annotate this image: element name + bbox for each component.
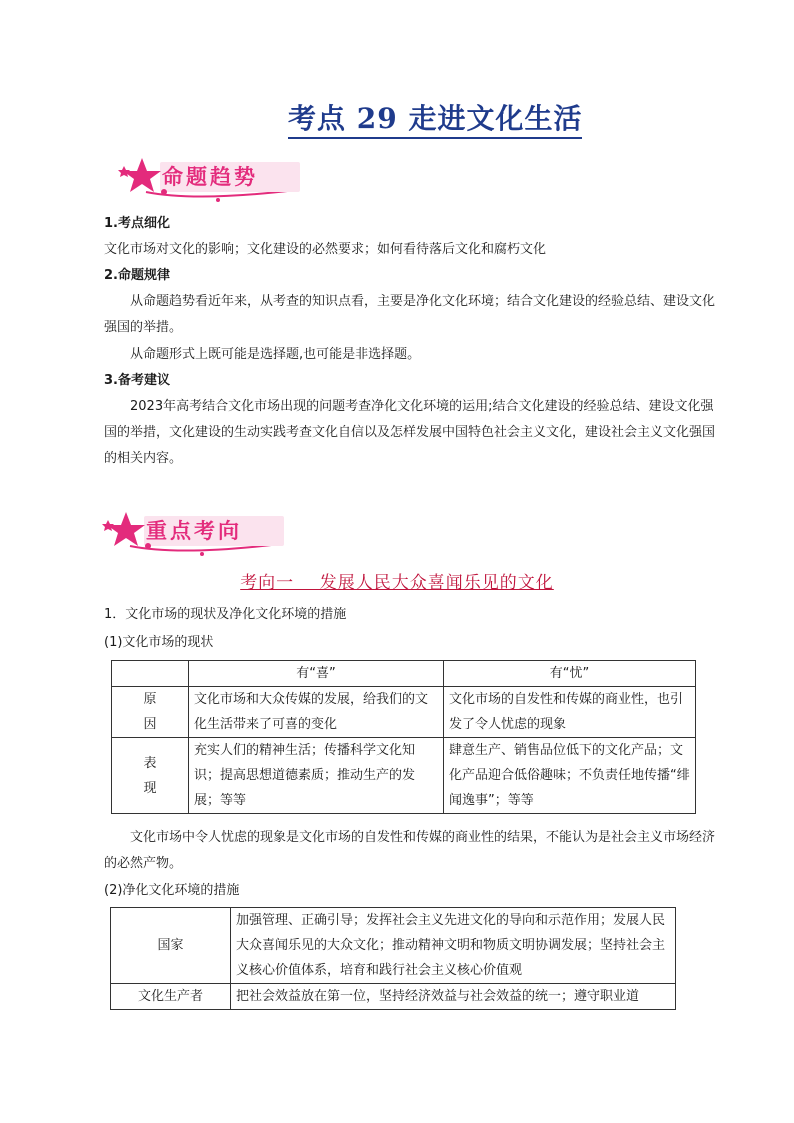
row-label-manifest: 表 现 bbox=[112, 738, 189, 814]
market-status-table bbox=[111, 660, 696, 814]
paragraph-2b: 从命题形式上既可能是选择题,也可能是非选择题。 bbox=[130, 347, 421, 362]
table-cell: 肆意生产、销售品位低下的文化产品；文化产品迎合低俗趣味；不负责任地传播“绯闻逸事”；等等 bbox=[444, 738, 696, 814]
sub-heading-1: (1)文化市场的现状 bbox=[104, 635, 214, 650]
heading-3: 3.备考建议 bbox=[104, 373, 170, 388]
table-cell: 把社会效益放在第一位，坚持经济效益与社会效益的统一；遵守职业道 bbox=[231, 984, 676, 1010]
section-banner-key bbox=[100, 510, 300, 556]
table-header-xi: 有“喜” bbox=[189, 661, 444, 687]
note-paragraph: 文化市场中令人忧虑的现象是文化市场的自发性和传媒的商业性的结果，不能认为是社会主义市场经济的必然产物。 bbox=[104, 830, 716, 871]
row-label-reason: 原 因 bbox=[112, 687, 189, 738]
paragraph-1: 文化市场对文化的影响；文化建设的必然要求；如何看待落后文化和腐朽文化 bbox=[104, 242, 547, 257]
heading-2: 2.命题规律 bbox=[104, 268, 170, 283]
topic-subtitle: 考向一 发展人民大众喜闻乐见的文化 bbox=[240, 573, 554, 593]
table-cell: 文化市场和大众传媒的发展，给我们的文化生活带来了可喜的变化 bbox=[189, 687, 444, 738]
table-cell bbox=[112, 661, 189, 687]
table-row bbox=[111, 908, 676, 984]
table-cell: 充实人们的精神生活；传播科学文化知识；提高思想道德素质；推动生产的发展；等等 bbox=[189, 738, 444, 814]
heading-1: 1.考点细化 bbox=[104, 216, 170, 231]
row-label-producer: 文化生产者 bbox=[111, 984, 231, 1010]
table-row bbox=[112, 661, 696, 687]
table-row bbox=[112, 738, 696, 814]
sub-heading-2: (2)净化文化环境的措施 bbox=[104, 883, 240, 898]
paragraph-2a: 从命题趋势看近年来，从考查的知识点看，主要是净化文化环境；结合文化建设的经验总结、建设文化强国的举措。 bbox=[104, 294, 716, 335]
banner-label: 重点考向 bbox=[146, 519, 242, 543]
table-cell: 加强管理、正确引导；发挥社会主义先进文化的导向和示范作用；发展人民大众喜闻乐见的大众文化；推动精神文明和物质文明协调发展；坚持社会主义核心价值体系，培育和践行社会主义核心价值观 bbox=[231, 908, 676, 984]
purify-measures-table bbox=[110, 907, 676, 1010]
banner-label: 命题趋势 bbox=[162, 165, 258, 189]
row-label-state: 国家 bbox=[111, 908, 231, 984]
table-cell: 文化市场的自发性和传媒的商业性，也引发了令人忧虑的现象 bbox=[444, 687, 696, 738]
paragraph-3: 2023年高考结合文化市场出现的问题考查净化文化环境的运用;结合文化建设的经验总结、建设文化强国的举措，文化建设的生动实践考查文化自信以及怎样发展中国特色社会主义文化，建设社会主义文化强国的相关内容。 bbox=[104, 399, 716, 466]
table-row bbox=[111, 984, 676, 1010]
page-title: 考点 29 走进文化生活 bbox=[288, 102, 582, 139]
item-1: 1．文化市场的现状及净化文化环境的措施 bbox=[104, 607, 347, 622]
table-row bbox=[112, 687, 696, 738]
table-header-you: 有“忧” bbox=[444, 661, 696, 687]
section-banner-trend bbox=[116, 156, 316, 202]
